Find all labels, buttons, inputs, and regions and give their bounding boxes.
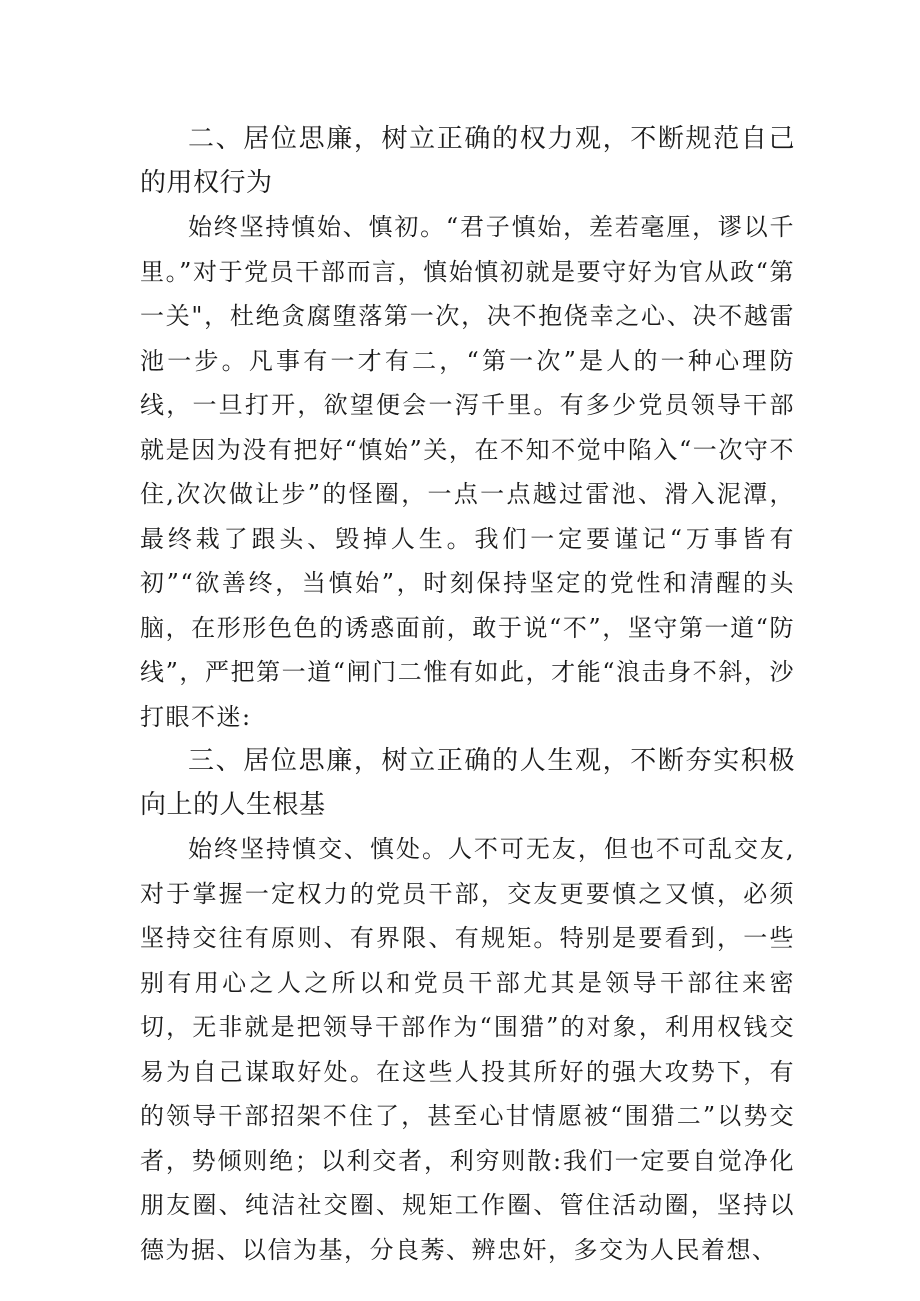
section-2-heading: 二、居位思廉，树立正确的权力观，不断规范自己的用权行为 [140,124,795,198]
document-body [140,117,795,1272]
section-2-paragraph: 始终坚持慎始、慎初。“君子慎始，差若毫厘，谬以千里。”对于党员干部而言，慎始慎初就是要守好为官从政“第一关"，杜绝贪腐堕落第一次，决不抱侥幸之心、决不越雷池一步。凡事有一才有二，“第一次”是人的一种心理防线，一旦打开，欲望便会一泻千里。有多少党员领导干部就是因为没有把好“慎始”关，在不知不觉中陷入“一次守不住,次次做让步”的怪圈，一点一点越过雷池、滑入泥潭，最终栽了跟头、毁掉人生。我们一定要谨记“万事皆有初”“欲善终，当慎始”，时刻保持坚定的党性和清醒的头脑，在形形色色的诱惑面前，敢于说“不”，坚守第一道“防线”，严把第一道“闸门二惟有如此，才能“浪击身不斜，沙打眼不迷: [140,213,795,731]
section-3-paragraph: 始终坚持慎交、慎处。人不可无友，但也不可乱交友,对于掌握一定权力的党员干部，交友更要慎之又慎，必须坚持交往有原则、有界限、有规矩。特别是要看到，一些别有用心之人之所以和党员干部尤其是领导干部往来密切，无非就是把领导干部作为“围猎”的对象，利用权钱交易为自己谋取好处。在这些人投其所好的强大攻势下，有的领导干部招架不住了，甚至心甘情愿被“围猎二”以势交者，势倾则绝；以利交者，利穷则散:我们一定要自觉净化朋友圈、纯洁社交圈、规矩工作圈、管住活动圈，坚持以德为据、以信为基，分良莠、辨忠奸，多交为人民着想、 [140,835,795,1264]
section-3-heading: 三、居位思廉，树立正确的人生观，不断夯实积极向上的人生根基 [140,746,795,820]
